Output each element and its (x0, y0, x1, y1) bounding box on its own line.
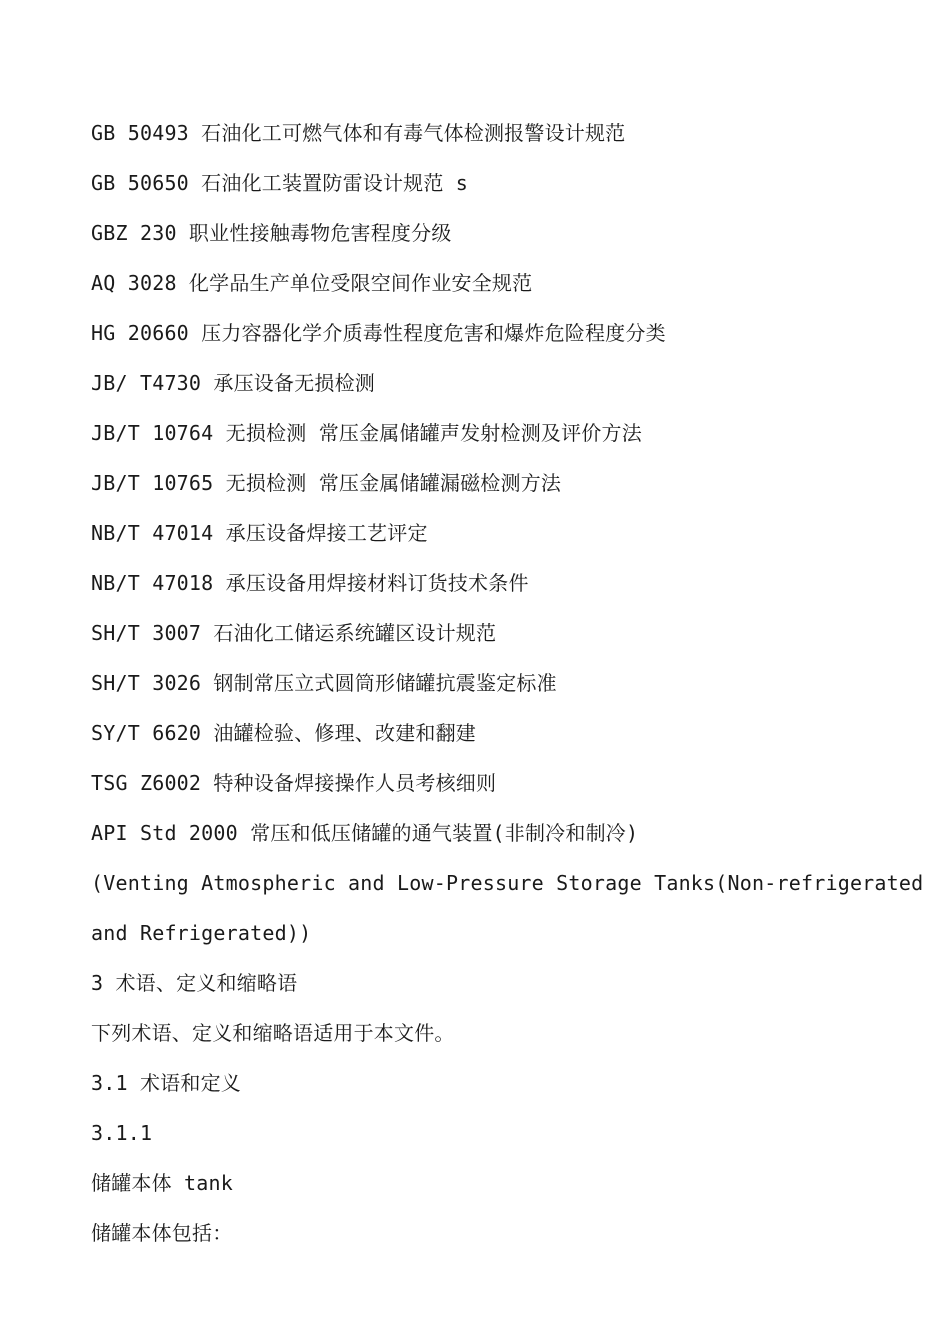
standard-reference-jb-t-10764: JB/T 10764 无损检测 常压金属储罐声发射检测及评价方法 (91, 421, 642, 445)
subsection-heading-3-1: 3.1 术语和定义 (91, 1071, 241, 1095)
standard-reference-jb-t4730: JB/ T4730 承压设备无损检测 (91, 371, 376, 395)
term-tank: 储罐本体 tank (91, 1171, 234, 1195)
standard-reference-gbz-230: GBZ 230 职业性接触毒物危害程度分级 (91, 221, 452, 245)
standard-reference-api-english-title-cont: and Refrigerated)) (91, 921, 312, 945)
standard-reference-hg-20660: HG 20660 压力容器化学介质毒性程度危害和爆炸危险程度分类 (91, 321, 666, 345)
standard-reference-tsg-z6002: TSG Z6002 特种设备焊接操作人员考核细则 (91, 771, 497, 795)
standard-reference-gb-50650: GB 50650 石油化工装置防雷设计规范 s (91, 171, 469, 195)
standard-reference-aq-3028: AQ 3028 化学品生产单位受限空间作业安全规范 (91, 271, 533, 295)
section-heading-3: 3 术语、定义和缩略语 (91, 971, 298, 995)
standard-reference-sh-t-3026: SH/T 3026 钢制常压立式圆筒形储罐抗震鉴定标准 (91, 671, 557, 695)
standard-reference-gb-50493: GB 50493 石油化工可燃气体和有毒气体检测报警设计规范 (91, 121, 626, 145)
standard-reference-sh-t-3007: SH/T 3007 石油化工储运系统罐区设计规范 (91, 621, 497, 645)
standard-reference-nb-t-47014: NB/T 47014 承压设备焊接工艺评定 (91, 521, 428, 545)
document-body (91, 108, 924, 1258)
standard-reference-api-english-title: (Venting Atmospheric and Low-Pressure Storage Tanks(Non-refrigerated (91, 871, 924, 895)
standard-reference-sy-t-6620: SY/T 6620 油罐检验、修理、改建和翻建 (91, 721, 477, 745)
clause-number-3-1-1: 3.1.1 (91, 1121, 153, 1145)
term-definition-intro: 储罐本体包括： (91, 1221, 233, 1245)
standard-reference-api-std-2000: API Std 2000 常压和低压储罐的通气装置(非制冷和制冷) (91, 821, 639, 845)
standard-reference-nb-t-47018: NB/T 47018 承压设备用焊接材料订货技术条件 (91, 571, 529, 595)
section-intro-paragraph: 下列术语、定义和缩略语适用于本文件。 (91, 1021, 455, 1045)
standard-reference-jb-t-10765: JB/T 10765 无损检测 常压金属储罐漏磁检测方法 (91, 471, 562, 495)
